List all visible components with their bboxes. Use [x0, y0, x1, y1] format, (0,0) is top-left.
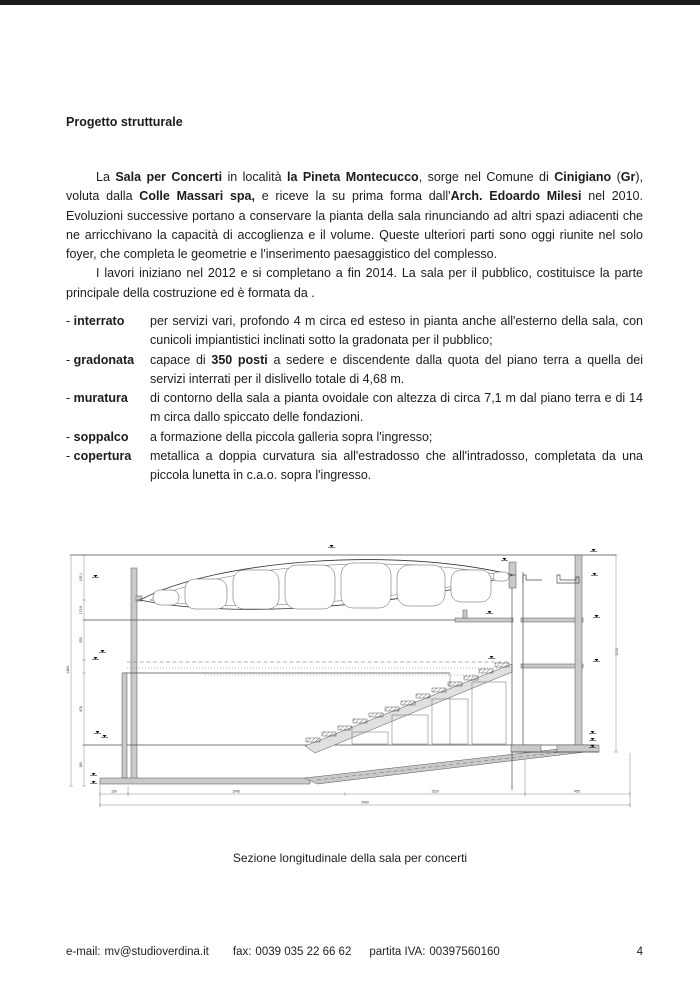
stair-slab	[305, 664, 512, 753]
list-term: - copertura	[66, 449, 132, 464]
list-item	[66, 447, 643, 486]
list-term: - muratura	[66, 391, 128, 406]
drawing-caption: Sezione longitudinale della sala per concerti	[232, 851, 468, 865]
paragraph-1: La Sala per Concerti in località la Pineta Montecucco, sorge nel Comune di Cinigiano (Gr), voluta dalla Colle Massari spa, e riceve la su prima forma dall'Arch. Edoardo Milesi nel 2010. Evoluzioni successive portano a conservare la pianta della sala rinunciando ad altri spazi adiacenti che ne arricchivano la capacità di accoglienza e il volume. Queste ulteriori parti sono oggi riunite nel solo foyer, che completa le geometrie e l'inserimento paesaggistico del complesso.	[66, 170, 643, 262]
list-desc: a formazione della piccola galleria sopra l'ingresso;	[150, 429, 433, 444]
fax-label: fax:	[232, 946, 252, 958]
dim-right-total: 1103	[615, 648, 619, 656]
list-desc: per servizi vari, profondo 4 m circa ed esteso in pianta anche all'esterno della sala, con cunicoli impiantistici inclinati sotto la gradonata per il pubblico;	[150, 314, 643, 348]
dim-left-total: 1484	[66, 666, 70, 674]
soppalco-slab	[455, 618, 513, 622]
dim-left-0: 155.1	[79, 572, 83, 582]
dim-left-3: 478	[79, 706, 83, 712]
email-value: mv@studioverdina.it	[104, 946, 209, 958]
list-desc: di contorno della sala a pianta ovoidale con altezza di circa 7,1 m dal piano terra e di 14 m circa dallo spiccato delle fondazioni.	[150, 391, 643, 425]
roof-truss	[137, 560, 516, 610]
dim-bottom-3: 455	[574, 789, 580, 794]
paragraph-2: I lavori iniziano nel 2012 e si completano a fin 2014. La sala per il pubblico, costituisce la parte principale della costruzione ed è formata da .	[66, 266, 643, 300]
footing	[511, 745, 541, 752]
basement-wall	[122, 673, 127, 778]
email-label: e-mail:	[66, 946, 101, 958]
vat-value: 00397560160	[429, 946, 500, 958]
footer-contact	[66, 946, 504, 958]
list-term: - gradonata	[66, 352, 135, 367]
list-item	[66, 312, 643, 351]
top-border-bar	[0, 0, 700, 5]
list-item	[66, 389, 643, 428]
page-footer	[66, 946, 643, 958]
fax-value: 0039 035 22 66 62	[255, 946, 352, 958]
dim-left-2: 352	[79, 637, 83, 643]
dim-bottom-0: 150	[111, 789, 117, 794]
list-desc: capace di 350 posti a sedere e discendente dalla quota del piano terra a quella dei servizi interrati per il dislivello totale di 4,68 m.	[150, 352, 644, 386]
list-term: - interrato	[66, 314, 125, 328]
page-title: Progetto strutturale	[66, 115, 183, 129]
steel-profile	[523, 575, 542, 583]
list-item	[66, 351, 643, 390]
dim-bottom-total: 2960	[361, 800, 369, 805]
dim-bottom-1: 1945	[232, 789, 240, 794]
longitudinal-section-drawing	[65, 542, 640, 814]
list-item	[66, 428, 643, 447]
dim-left-4: 185	[79, 762, 83, 768]
list-term: - soppalco	[66, 429, 129, 444]
page-number: 4	[636, 946, 643, 958]
dim-left-1: 173.8	[79, 605, 83, 615]
intro-paragraphs	[66, 168, 643, 303]
dim-bottom-2: 1520	[431, 789, 439, 794]
foundation-slab	[100, 778, 310, 784]
building-parts-list	[66, 312, 643, 486]
right-wall	[575, 555, 582, 745]
vat-label: partita IVA:	[369, 946, 426, 958]
list-desc: metallica a doppia curvatura sia all'estradosso che all'intradosso, completata da una piccola lunetta in c.a.o. sopra l'ingresso.	[150, 449, 643, 483]
